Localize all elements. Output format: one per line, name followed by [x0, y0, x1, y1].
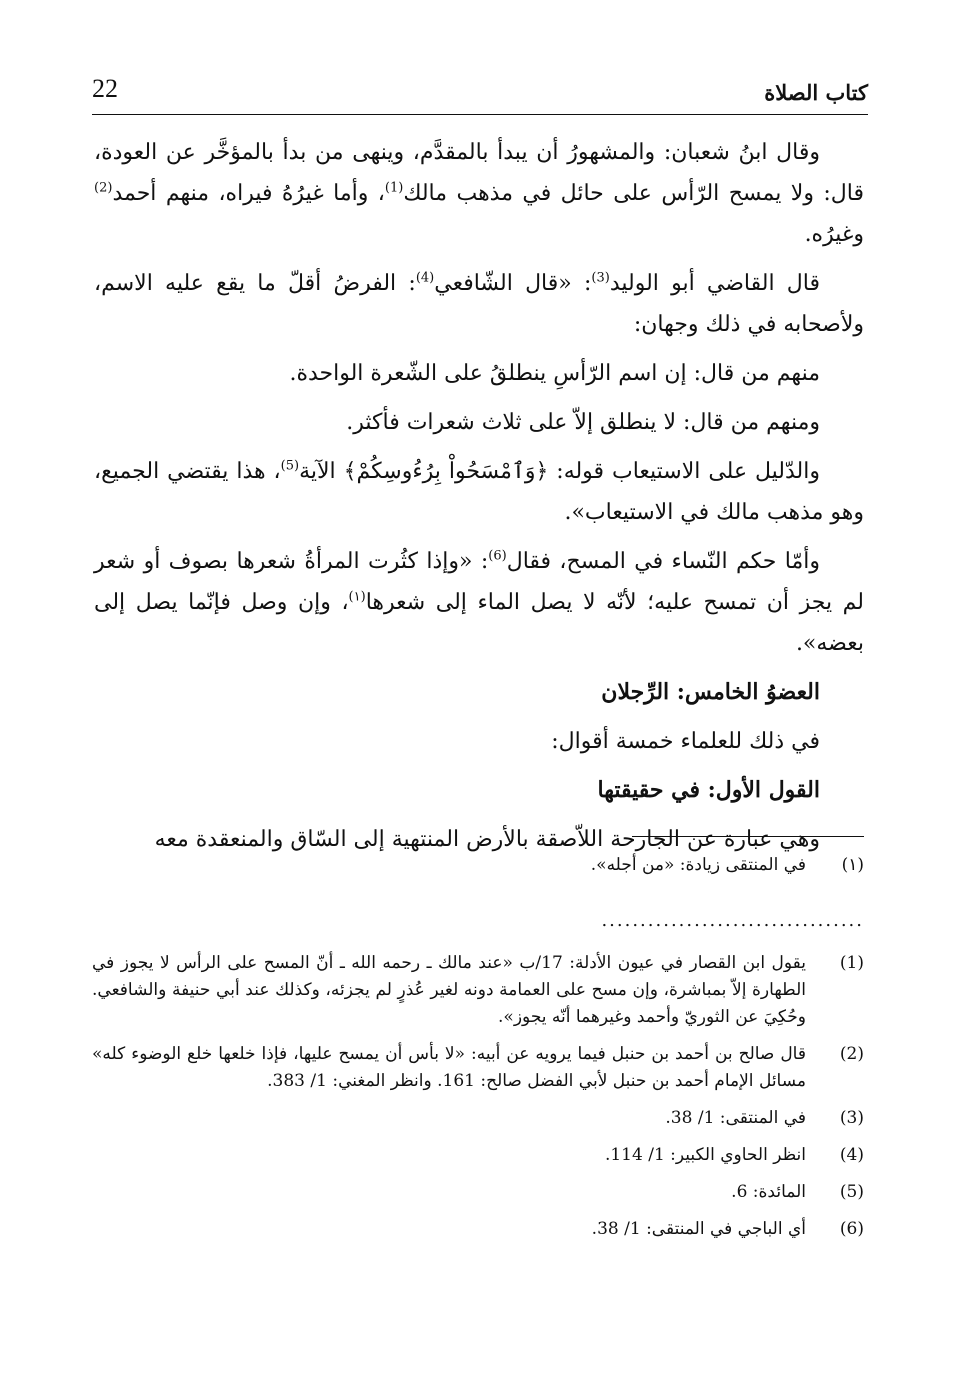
paragraph-6: وأمّا حكم النّساء في المسح، فقال$^{(6)}$: «وإذا كثُرت المرأةُ شعرها بصوف أو شعر لم يجز أن تمسح عليه؛ لأنّه لا يصل الماء إلى شعرها$^{(١)}$، وإن وصل فإنّما يصل إلى بعضه». — [94, 548, 864, 656]
footnote-ref[interactable]: (5) — [280, 458, 300, 474]
paragraph-7: في ذلك للعلماء خمسة أقوال: — [551, 729, 820, 754]
footnote-ref[interactable]: (١) — [348, 589, 366, 605]
footnote — [92, 1041, 864, 1095]
paragraph-4: ومنهم من قال: لا ينطلق إلاّ على ثلاث شعرات فأكثر. — [346, 410, 820, 435]
footnote — [92, 1216, 864, 1243]
section-heading: العضوُ الخامس: الرِّجلان — [601, 679, 820, 705]
footnote-number: (3) — [839, 1108, 864, 1128]
footnote — [92, 852, 864, 879]
footnote-text: المائدة: 6. — [731, 1182, 806, 1202]
page-header — [92, 70, 868, 115]
footnote-ref[interactable]: (6) — [488, 548, 507, 564]
subsection-heading: القول الأول: في حقيقتها — [597, 777, 820, 803]
footnote-text: قال صالح بن أحمد بن حنبل فيما يرويه عن أبيه: «لا بأس أن يمسح عليها، فإذا خلعها خلع الوضوء كله» مسائل الإمام أحمد بن حنبل لأبي الفضل صالح: 161. وانظر المغني: 1/ 383. — [92, 1044, 806, 1091]
footnote-number: (١) — [841, 855, 864, 875]
footnote-text: في المنتقى: 1/ 38. — [665, 1108, 806, 1128]
footnote-number: (2) — [839, 1044, 864, 1064]
footnote — [92, 1142, 864, 1169]
footnote — [92, 1105, 864, 1132]
main-text — [94, 132, 864, 868]
paragraph-3: منهم من قال: إن اسم الرّأسِ ينطلقُ على الشّعرة الواحدة. — [289, 361, 820, 386]
paragraph-5: والدّليل على الاستيعاب قوله: ﴿وَٱمْسَحُواْ بِرُءُوسِكُمْ﴾ الآية$^{(5)}$، هذا يقتضي الجميع، وهو مذهب مالك في الاستيعاب». — [94, 458, 864, 525]
footnote-text: أي الباجي في المنتقى: 1/ 38. — [591, 1219, 806, 1239]
footnote-number: (1) — [839, 953, 864, 973]
dotted-separator: .................................. — [601, 910, 864, 931]
footnotes — [92, 950, 864, 1253]
footnote-text: يقول ابن القصار في عيون الأدلة: 17/ب «عند مالك ـ رحمه الله ـ أنّ المسح على الرأس لا يجوز في الطهارة إلاّ بمباشرة، وإن مسح على العمامة دونه لغير عُذرٍ لم يجزئه، وكذلك عند أبي حنيفة والشافعي. وحُكِيَ عن الثوريّ وأحمد وغيرهما أنّه يجوز». — [92, 953, 806, 1027]
running-title: كتاب الصلاة — [764, 80, 868, 105]
footnote — [92, 1179, 864, 1206]
footnote-ref[interactable]: (2) — [94, 180, 113, 196]
paragraph-1: وقال ابنُ شعبان: والمشهورُ أن يبدأ بالمقدَّم، وينهى من بدأ بالمؤخَّر عن العودة، قال: ولا يمسح الرّأس على حائل في مذهب مالك$^{(1)}$، وأما غيرُهُ فيراه، منهم أحمد$^{(2)}$ وغيرُه. — [94, 140, 864, 247]
footnote-text: في المنتقى زيادة: «من أجله». — [590, 855, 806, 875]
footnote-number: (5) — [839, 1182, 864, 1202]
footnote-ref[interactable]: (1) — [384, 180, 404, 196]
editor-footnotes — [92, 852, 864, 889]
footnote-text: انظر الحاوي الكبير: 1/ 114. — [604, 1145, 806, 1165]
footnote-ref[interactable]: (4) — [415, 270, 435, 286]
paragraph-2: قال القاضي أبو الوليد$^{(3)}$: «قال الشّافعي$^{(4)}$: الفرضُ أقلّ ما يقع عليه الاسم، ولأصحابه في ذلك وجهان: — [94, 270, 864, 337]
footnote — [92, 950, 864, 1031]
paragraph-8: وهي عبارة عن الجارحة اللاّصقة بالأرض المنتهية إلى السّاق والمنعقدة معه — [154, 827, 820, 852]
page-number: 22 — [92, 74, 118, 103]
footnote-ref[interactable]: (3) — [591, 270, 610, 286]
footnote-divider — [632, 836, 864, 837]
footnote-number: (4) — [839, 1145, 864, 1165]
footnote-number: (6) — [839, 1219, 864, 1239]
